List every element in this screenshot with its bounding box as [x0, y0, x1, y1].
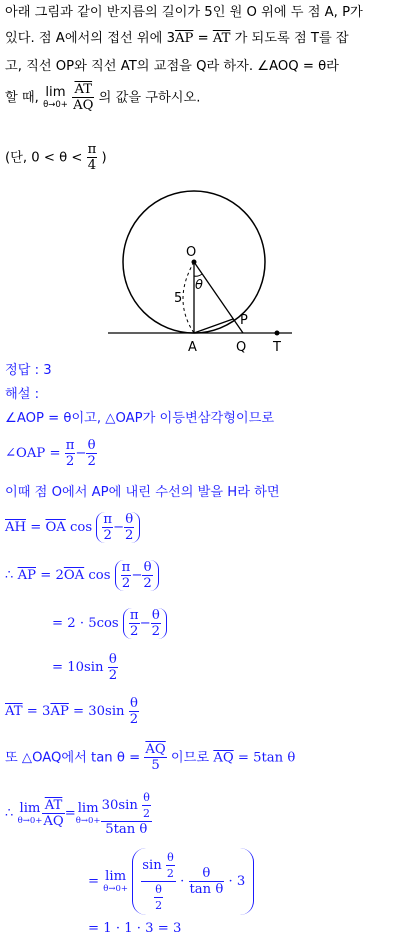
- problem-line-2: 있다. 점 A에서의 접선 위에 $3\overline{AP} = \overline{AT}$ 가 되도록 점 T를 잡: [5, 31, 349, 46]
- answer: 정답 : 3: [5, 363, 52, 378]
- angle-arc: [194, 274, 202, 276]
- label-five: 5: [174, 291, 183, 306]
- label-o: O: [186, 245, 197, 260]
- point-t: [275, 331, 280, 336]
- solution-line-2: ∠OAP = $\frac{\pi}{2}$ − $\frac{\theta}{2}$: [5, 438, 96, 469]
- line-oq: [194, 262, 243, 333]
- solution-tan: 또 △OAQ에서 tan θ = $\frac{\overline{AQ}}{5}$ 이므로 $\overline{AQ} = 5\tan$ θ: [5, 742, 296, 773]
- label-t: T: [273, 340, 281, 355]
- solution-ap-step: = 2 · 5cos $\frac{\pi}{2}$ − $\frac{\theta}{2}$: [52, 608, 167, 639]
- solution-line-1: ∠AOP = θ이고, △OAP가 이등변삼각형이므로: [5, 411, 275, 426]
- problem-line-4: 할 때, lim θ→0+ $\frac{\overline{AT}}{AQ}$ 의 값을 구하시오.: [5, 82, 201, 113]
- solution-at: $\overline{AT} = 3\overline{AP} = 30\sin$ $\frac{\theta}{2}$: [5, 696, 139, 727]
- solution-limit-2: = lim θ→0+ sin $\frac{\theta}{2}$ $\frac{\theta}{2}$ · $\frac{\theta}{\text{tan θ}}$ · 3: [88, 848, 254, 915]
- problem-condition: (단, 0 < θ < $\frac{\pi}{4}$ ): [5, 142, 107, 173]
- point-o: [192, 260, 197, 265]
- label-p: P: [240, 313, 248, 328]
- solution-limit-1: ∴ lim θ→0+ $\frac{\overline{AT}}{AQ}$ = lim θ→0+ 30sin $\frac{\theta}{2}$ 5tan θ: [5, 791, 151, 837]
- solution-heading: 해설 :: [5, 387, 40, 402]
- problem-line-1: 아래 그림과 같이 반지름의 길이가 5인 원 O 위에 두 점 A, P가: [5, 5, 363, 20]
- fraction-at-over-aq: $\frac{\overline{AT}}{AQ}$: [73, 82, 94, 113]
- limit-expression: lim θ→0+: [43, 84, 68, 110]
- label-a: A: [188, 340, 197, 355]
- solution-ah: $\overline{AH} = \overline{OA}$ cos $\frac{\pi}{2}$ − $\frac{\theta}{2}$: [5, 512, 140, 543]
- solution-ap-result: = 10sin $\frac{\theta}{2}$: [52, 652, 118, 683]
- radius-oa-dashed: [183, 262, 194, 333]
- solution-final: = 1 · 1 · 3 = 3: [88, 921, 182, 936]
- geometry-figure: [0, 178, 400, 358]
- problem-line-3: 고, 직선 OP와 직선 AT의 교점을 Q라 하자. ∠AOQ = θ라: [5, 59, 339, 74]
- label-theta: θ: [195, 278, 203, 293]
- solution-line-3: 이때 점 O에서 AP에 내린 수선의 발을 H라 하면: [5, 485, 280, 500]
- label-q: Q: [236, 340, 247, 355]
- solution-ap: ∴ $\overline{AP} = 2\overline{OA}$ cos $\frac{\pi}{2}$ − $\frac{\theta}{2}$: [5, 560, 159, 591]
